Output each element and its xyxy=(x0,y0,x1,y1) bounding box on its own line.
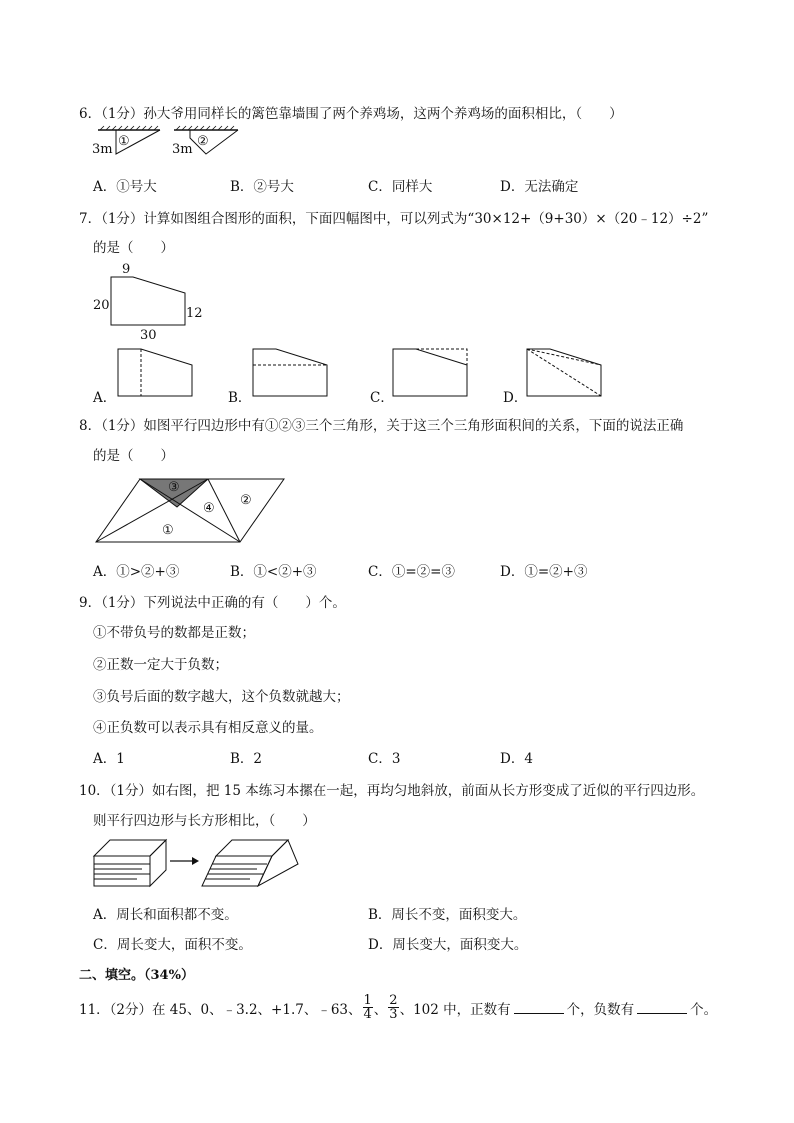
q6-mark-b: ② xyxy=(197,134,209,149)
q8-mark-1: ① xyxy=(162,523,174,538)
q10-option-b[interactable]: B．周长不变，面积变大。 xyxy=(368,907,527,923)
q9-statement-4: ④正负数可以表示具有相反意义的量。 xyxy=(93,720,323,736)
q10-option-c[interactable]: C．周长变大，面积不变。 xyxy=(93,937,252,953)
q9-option-c[interactable]: C．3 xyxy=(368,751,401,767)
q10-option-d[interactable]: D．周长变大，面积变大。 xyxy=(368,937,528,953)
q8-option-d[interactable]: D．①=②+③ xyxy=(500,564,588,580)
arrow-right-icon xyxy=(170,857,199,865)
q11-fraction-1-denominator: 4 xyxy=(363,1007,372,1022)
q11-mid: 、102 中，正数有 xyxy=(399,1001,511,1018)
q7-option-c[interactable]: C． xyxy=(370,390,394,406)
q9-statement-1: ①不带负号的数都是正数； xyxy=(93,625,255,641)
q10-books-figure xyxy=(92,836,302,890)
q7-figure-c xyxy=(392,348,470,398)
section-title: 二、填空。（34%） xyxy=(79,968,194,983)
q11-fraction-2-numerator: 2 xyxy=(389,993,398,1008)
q7-stem-line2: 的是（ ） xyxy=(93,240,174,256)
q9-option-d[interactable]: D．4 xyxy=(500,751,533,767)
q11-separator: 、 xyxy=(373,1001,388,1018)
q11-blank-positive[interactable] xyxy=(514,1001,564,1014)
q11-prefix: 11．（2分）在 45、0、﹣3.2、+1.7、﹣63、 xyxy=(79,1001,362,1018)
q7-option-d[interactable]: D． xyxy=(503,390,528,406)
q7-figure-b xyxy=(252,348,330,398)
q6-stem: 6．（1分）孙大爷用同样长的篱笆靠墙围了两个养鸡场，这两个养鸡场的面积相比，（ ） xyxy=(79,106,623,122)
book-stack-rectangle xyxy=(94,840,166,886)
q7-main-figure xyxy=(110,276,190,328)
q6-label-b: 3m xyxy=(172,142,193,157)
q6-label-a: 3m xyxy=(92,142,113,157)
q10-stem-line1: 10．（1分）如右图，把 15 本练习本摞在一起，再均匀地斜放，前面从长方形变成了近似的平行四边形。 xyxy=(79,783,705,799)
q8-option-c[interactable]: C．①=②=③ xyxy=(368,564,455,580)
q7-option-a[interactable]: A． xyxy=(93,390,117,406)
q6-mark-a: ① xyxy=(118,134,130,149)
q7-dim-right: 12 xyxy=(186,306,203,321)
q9-option-a[interactable]: A．1 xyxy=(93,751,125,767)
q10-option-a[interactable]: A．周长和面积都不变。 xyxy=(93,907,238,923)
q10-stem-line2: 则平行四边形与长方形相比，（ ） xyxy=(93,813,316,829)
book-stack-parallelogram xyxy=(202,840,298,886)
q11-fraction-1 xyxy=(363,994,373,1021)
q6-option-d[interactable]: D．无法确定 xyxy=(500,179,579,195)
q8-mark-3: ③ xyxy=(168,480,180,495)
q11-unit-2: 个。 xyxy=(690,1001,718,1018)
q7-dim-top: 9 xyxy=(122,262,131,277)
q8-mark-2: ② xyxy=(240,493,252,508)
q7-dim-bottom: 30 xyxy=(140,328,157,343)
q7-dim-left: 20 xyxy=(93,298,110,313)
q8-option-b[interactable]: B．①<②+③ xyxy=(230,564,317,580)
q11-fraction-2-denominator: 3 xyxy=(389,1007,398,1022)
q7-stem-line1: 7．（1分）计算如图组合图形的面积，下面四幅图中，可以列式为“30×12+（9+30）×（20﹣12）÷2” xyxy=(79,211,709,227)
q9-stem: 9．（1分）下列说法中正确的有（ ）个。 xyxy=(79,595,346,611)
q6-option-b[interactable]: B．②号大 xyxy=(230,179,294,195)
q8-parallelogram-figure xyxy=(95,477,287,545)
q9-statement-2: ②正数一定大于负数； xyxy=(93,657,228,673)
q9-option-b[interactable]: B．2 xyxy=(230,751,263,767)
q11-fraction-1-numerator: 1 xyxy=(363,993,372,1008)
q7-option-b[interactable]: B． xyxy=(228,390,252,406)
q9-statement-3: ③负号后面的数字越大，这个负数就越大； xyxy=(93,689,350,705)
q8-option-a[interactable]: A．①>②+③ xyxy=(93,564,180,580)
q11-stem xyxy=(79,994,717,1021)
q8-stem-line2: 的是（ ） xyxy=(93,448,174,464)
q11-fraction-2 xyxy=(388,994,398,1021)
q8-mark-4: ④ xyxy=(203,501,215,516)
q11-blank-negative[interactable] xyxy=(637,1001,687,1014)
q6-option-c[interactable]: C．同样大 xyxy=(368,179,433,195)
q11-unit-1: 个，负数有 xyxy=(566,1001,635,1018)
q7-figure-d xyxy=(526,348,604,398)
q8-stem-line1: 8．（1分）如图平行四边形中有①②③三个三角形，关于这三个三角形面积间的关系，下面的说法正确 xyxy=(79,418,684,434)
q7-figure-a xyxy=(117,348,195,398)
q6-option-a[interactable]: A．①号大 xyxy=(93,179,157,195)
